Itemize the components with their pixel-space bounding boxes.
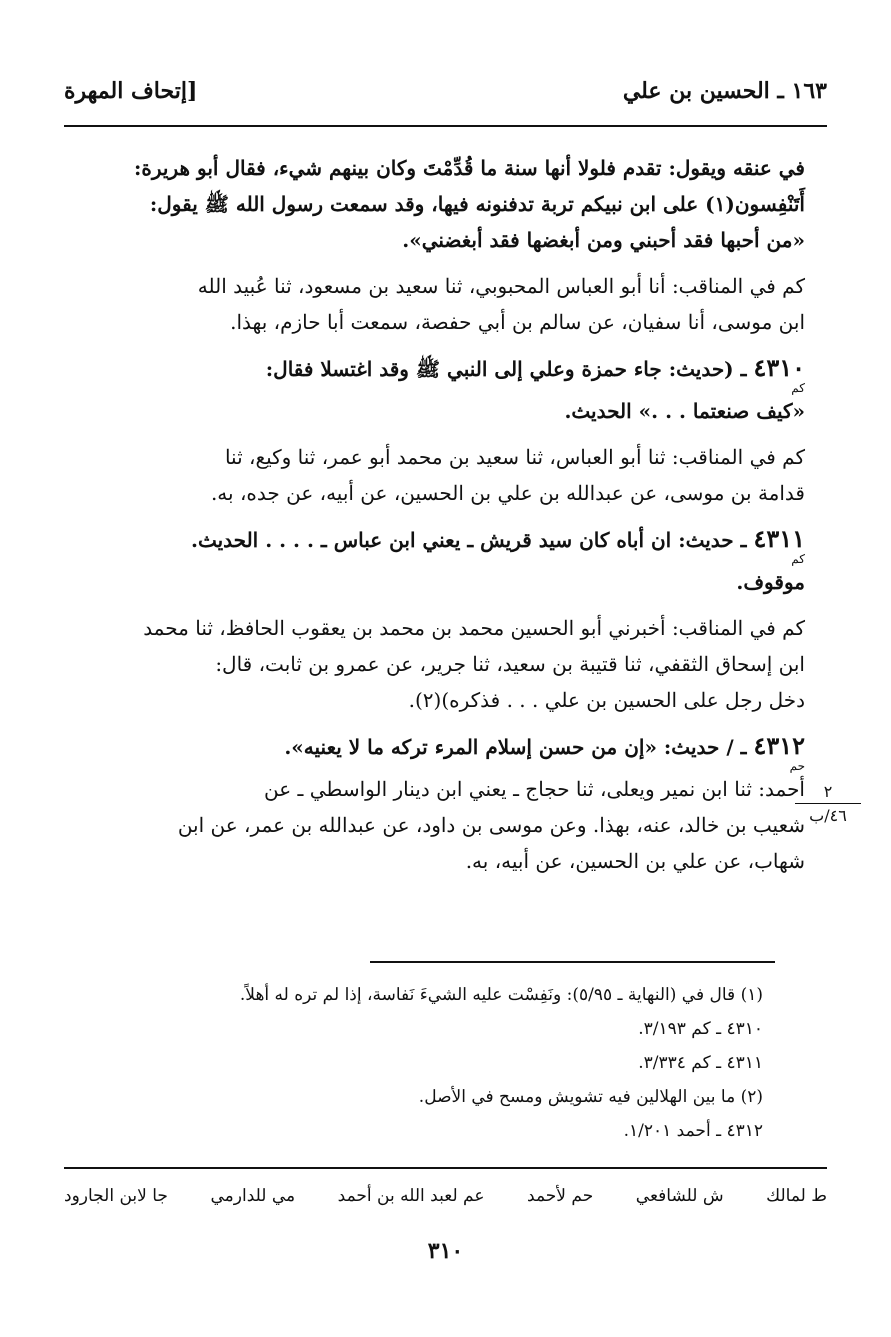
abbreviation-item: مي للدارمي — [210, 1186, 296, 1206]
text-line: كم في المناقب: ثنا أبو العباس، ثنا سعيد بن محمد أبو عمر، ثنا وكيع، ثنا — [224, 445, 805, 469]
margin-note — [795, 782, 861, 825]
text-line: موقوف. — [736, 570, 805, 594]
hadith-text: ـ (حديث: جاء حمزة وعلي إلى النبي ﷺ وقد اغتسلا فقال: — [265, 357, 747, 381]
header-book-title: [إتحاف المهرة — [64, 78, 198, 104]
footnote: (٢) ما بين الهلالين فيه تشويش ومسح في الأصل. — [418, 1087, 763, 1107]
paragraph — [64, 439, 805, 511]
abbreviation-rule — [64, 1167, 827, 1169]
source-symbol: كم — [791, 381, 805, 395]
abbreviation-item: حم لأحمد — [527, 1186, 594, 1206]
footnote: (١) قال في (النهاية ـ ٥/٩٥): ونَفِسْت عليه الشيءَ نَفاسة، إذا لم تره له أهلاً. — [239, 985, 763, 1005]
text-line — [64, 350, 805, 387]
text-line: قدامة بن موسى، عن عبدالله بن علي بن الحسين، عن أبيه، عن جده، به. — [210, 481, 805, 505]
text-line — [64, 728, 805, 765]
text-line: أحمد: ثنا ابن نمير ويعلى، ثنا حجاج ـ يعني ابن دينار الواسطي ـ عن — [264, 777, 805, 801]
text-line: «من أحبها فقد أحبني ومن أبغضها فقد أبغضني». — [402, 228, 805, 252]
margin-note-top: ٢ — [823, 782, 833, 801]
main-text — [64, 150, 805, 889]
source-symbol: كم — [791, 552, 805, 566]
header-rule — [64, 125, 827, 127]
page-number: ٣١٠ — [427, 1238, 464, 1264]
text-line: شعيب بن خالد، عنه، بهذا. وعن موسى بن داود، عن عبدالله بن عمر، عن ابن — [177, 813, 805, 837]
hadith-entry — [64, 728, 805, 879]
header-chapter-title: ١٦٣ ـ الحسين بن علي — [622, 78, 827, 104]
paragraph — [64, 150, 805, 258]
text-line: «كيف صنعتما . . .» الحديث. — [564, 399, 805, 423]
abbreviation-key — [64, 1186, 827, 1206]
hadith-entry — [64, 521, 805, 600]
footnote: ٤٣١١ ـ كم ٣/٣٣٤. — [638, 1053, 763, 1073]
hadith-text: ـ / حديث: «إن من حسن إسلام المرء تركه ما لا يعنيه». — [284, 735, 747, 759]
text-line: شهاب، عن علي بن الحسين، عن أبيه، به. — [465, 849, 805, 873]
paragraph — [64, 268, 805, 340]
text-line: دخل رجل على الحسين بن علي . . . فذكره)(٢). — [408, 688, 805, 712]
hadith-number: ٤٣١١ — [753, 524, 805, 553]
hadith-text: ـ حديث: ان أباه كان سيد قريش ـ يعني ابن عباس ـ . . . . الحديث. — [191, 528, 747, 552]
text-line: ابن موسى، أنا سفيان، عن سالم بن أبي حفصة، سمعت أبا حازم، بهذا. — [230, 310, 805, 334]
text-line: كم في المناقب: أخبرني أبو الحسين محمد بن محمد بن يعقوب الحافظ، ثنا محمد — [143, 616, 805, 640]
hadith-number: ٤٣١٢ — [753, 731, 805, 760]
footnote: ٤٣١٠ ـ كم ٣/١٩٣. — [638, 1019, 763, 1039]
hadith-entry — [64, 350, 805, 429]
abbreviation-item: جا لابن الجارود — [64, 1186, 168, 1206]
abbreviation-item: ش للشافعي — [635, 1186, 724, 1206]
source-symbol: حم — [789, 759, 805, 773]
footnote-rule — [370, 961, 775, 963]
text-line: في عنقه ويقول: تقدم فلولا أنها سنة ما قُدِّمْتَ وكان بينهم شيء، فقال أبو هريرة: — [134, 156, 805, 180]
paragraph — [64, 610, 805, 718]
hadith-number: ٤٣١٠ — [753, 353, 805, 382]
page-header — [64, 78, 827, 112]
text-line: ابن إسحاق الثقفي، ثنا قتيبة بن سعيد، ثنا جرير، عن عمرو بن ثابت، قال: — [215, 652, 805, 676]
abbreviation-item: عم لعبد الله بن أحمد — [337, 1186, 485, 1206]
abbreviation-item: ط لمالك — [766, 1186, 827, 1206]
margin-note-bottom: ٤٦/ب — [809, 806, 847, 825]
margin-note-rule — [795, 803, 861, 804]
text-line: كم في المناقب: أنا أبو العباس المحبوبي، ثنا سعيد بن مسعود، ثنا عُبيد الله — [197, 274, 805, 298]
text-line: أَتَنْفِسون(١) على ابن نبيكم تربة تدفنونه فيها، وقد سمعت رسول الله ﷺ يقول: — [149, 192, 805, 216]
footnote: ٤٣١٢ ـ أحمد ١/٢٠١. — [623, 1121, 763, 1141]
footnotes — [143, 978, 763, 1148]
text-line — [64, 521, 805, 558]
